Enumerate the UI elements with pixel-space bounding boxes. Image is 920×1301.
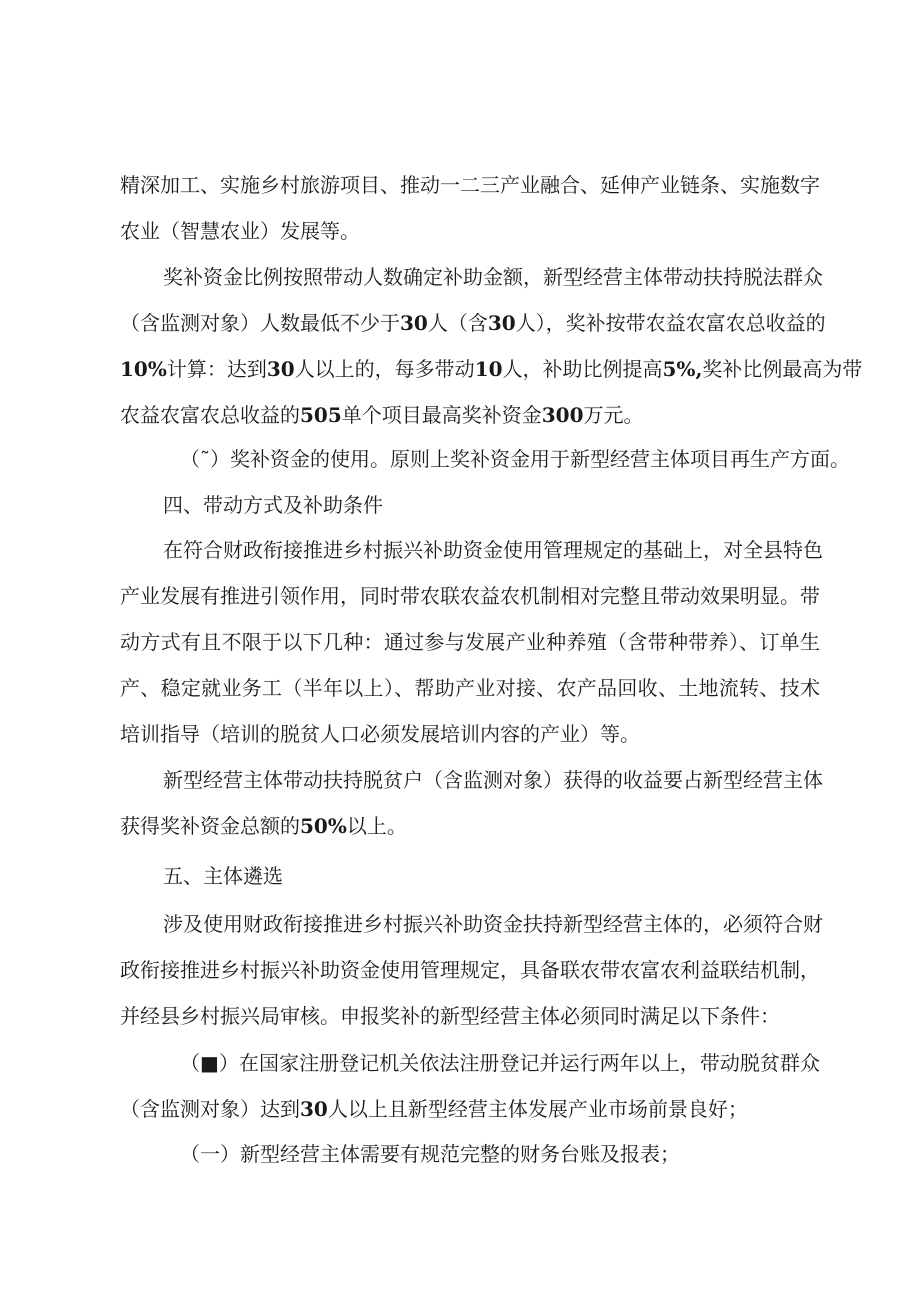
- paragraph-line: 农益农富农总收益的505单个项目最高奖补资金300万元。: [120, 403, 644, 427]
- paragraph-line: 政衔接推进乡村振兴补助资金使用管理规定，具备联农带农富农利益联结机制，: [120, 958, 820, 982]
- paragraph-line: 奖补资金比例按照带动人数确定补助金额，新型经营主体带动扶持脱法群众: [163, 265, 823, 289]
- paragraph-line: 新型经营主体带动扶持脱贫户（含监测对象）获得的收益要占新型经营主体: [163, 768, 823, 792]
- paragraph-line: 获得奖补资金总额的50%以上。: [120, 814, 407, 838]
- paragraph-line: （含监测对象）达到30人以上且新型经营主体发展产业市场前景良好；: [120, 1097, 748, 1121]
- paragraph-line: 培训指导（培训的脱贫人口必须发展培训内容的产业）等。: [120, 722, 640, 746]
- paragraph-line: 农业（智慧农业）发展等。: [120, 219, 360, 243]
- paragraph-line: 并经县乡村振兴局审核。申报奖补的新型经营主体必须同时满足以下条件：: [120, 1004, 780, 1028]
- paragraph-line: 产业发展有推进引领作用，同时带农联农益农机制相对完整且带动效果明显。带: [120, 584, 820, 608]
- paragraph-line: （含监测对象）人数最低不少于30人（含30人），奖补按带农益农富农总收益的: [120, 311, 826, 335]
- paragraph-line: （一）新型经营主体需要有规范完整的财务台账及报表；: [180, 1142, 680, 1166]
- paragraph-line: 在符合财政衔接推进乡村振兴补助资金使用管理规定的基础上，对全县特色: [163, 538, 823, 562]
- paragraph-line: 涉及使用财政衔接推进乡村振兴补助资金扶持新型经营主体的，必须符合财: [163, 912, 823, 936]
- paragraph-line: 精深加工、实施乡村旅游项目、推动一二三产业融合、延伸产业链条、实施数字: [120, 173, 820, 197]
- paragraph-line: （■）在国家注册登记机关依法注册登记并运行两年以上，带动脱贫群众: [180, 1051, 820, 1075]
- paragraph-line: 动方式有且不限于以下几种：通过参与发展产业种养殖（含带种带养）、订单生: [120, 630, 820, 654]
- paragraph-line: 10%计算：达到30人以上的，每多带动10人，补助比例提高5%,奖补比例最高为带: [120, 357, 863, 381]
- paragraph-line: （˜）奖补资金的使用。原则上奖补资金用于新型经营主体项目再生产方面。: [180, 447, 850, 471]
- section-heading: 四、带动方式及补助条件: [163, 493, 383, 517]
- paragraph-line: 产、稳定就业务工（半年以上）、帮助产业对接、农产品回收、土地流转、技术: [120, 676, 820, 700]
- section-heading: 五、主体遴选: [163, 864, 283, 888]
